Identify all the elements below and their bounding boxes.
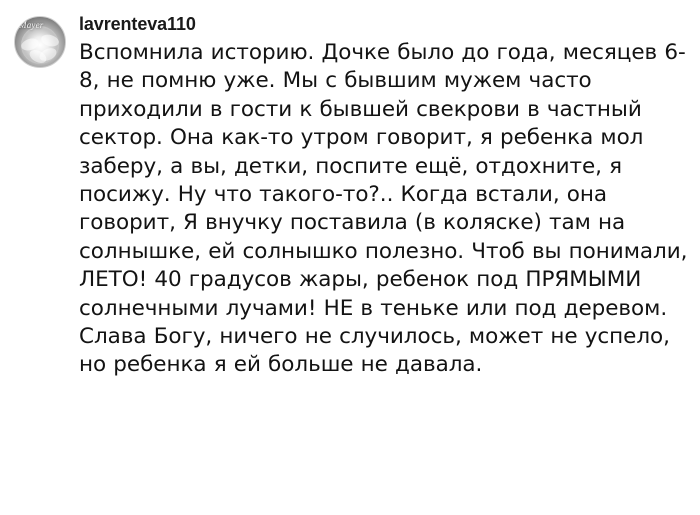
comment-body <box>79 14 695 380</box>
username-link[interactable]: lavrenteva110 <box>79 14 196 34</box>
avatar[interactable] <box>14 16 66 68</box>
avatar-watermark: Mayer <box>19 20 44 30</box>
username-row <box>79 14 688 36</box>
comment-text: Вспомнила историю. Дочке было до года, месяцев 6-8, не помню уже. Мы с бывшим мужем часто приходили в гости к бывшей свекрови в частный сектор. Она как-то утром говорит, я ребенка мол заберу, а вы, детки, поспите ещё, отдохните, я посижу. Ну что такого-то?.. Когда встали, она говорит, Я внучку поставила (в коляске) там на солнышке, ей солнышко полезно. Чтоб вы понимали, ЛЕТО! 40 градусов жары, ребенок под ПРЯМЫМИ солнечными лучами! НЕ в теньке или под деревом. Слава Богу, ничего не случилось, может не успело, но ребенка я ей больше не давала. <box>79 40 695 378</box>
